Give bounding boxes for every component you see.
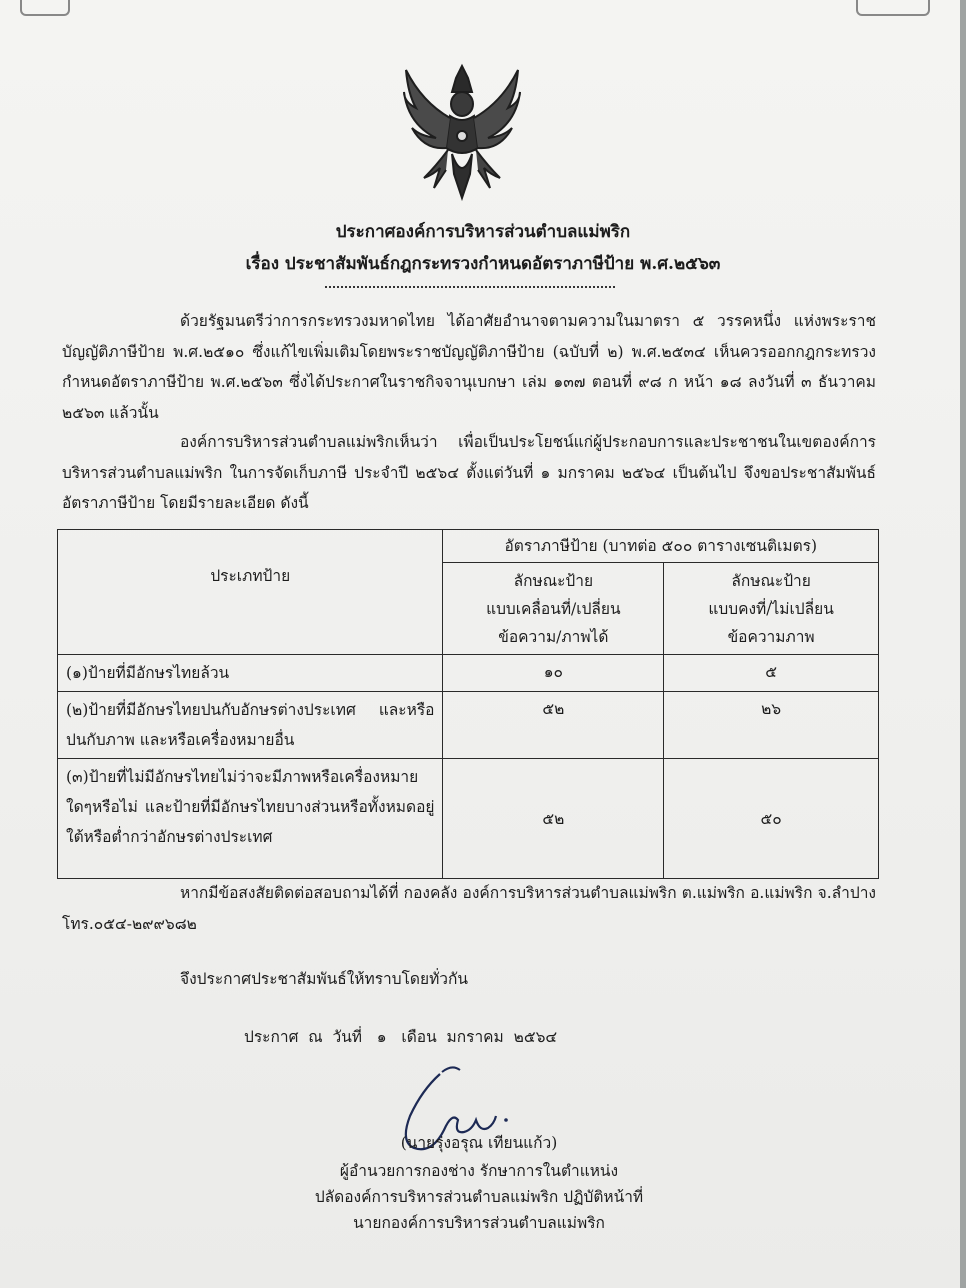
header-movable-line: ข้อความ/ภาพได้ [498,627,609,646]
fixed-rate-cell: ๕๐ [664,759,879,879]
dotted-divider [325,286,615,288]
announcement-date: ประกาศ ณ วันที่ ๑ เดือน มกราคม ๒๕๖๔ [244,1028,558,1046]
document-subject: เรื่อง ประชาสัมพันธ์กฎกระทรวงกำหนดอัตราภาษีป้าย พ.ศ.๒๕๖๓ [245,254,721,274]
garuda-emblem [400,62,524,202]
header-fixed-line: ข้อความภาพ [727,627,815,646]
paragraph-3-text: หากมีข้อสงสัยติดต่อสอบถามได้ที่ กองคลัง องค์การบริหารส่วนตำบลแม่พริก ต.แม่พริก อ.แม่พริก จ.ลำปาง โทร.๐๕๔-๒๙๙๖๘๒ [62,884,876,933]
paper-clip [20,0,70,16]
paragraph-3 [62,878,876,939]
header-fixed [664,563,879,655]
sign-type-cell: (๑)ป้ายที่มีอักษรไทยล้วน [58,655,443,692]
signer-position: นายกองค์การบริหารส่วนตำบลแม่พริก [353,1214,605,1232]
paragraph-2 [62,427,876,519]
header-sign-type: ประเภทป้าย [58,530,443,655]
tax-rate-table [57,529,879,879]
movable-rate-cell: ๕๒ [443,759,664,879]
paper-clip [856,0,930,16]
sign-type-cell: (๓)ป้ายที่ไม่มีอักษรไทยไม่ว่าจะมีภาพหรือเครื่องหมายใดๆหรือไม่ และป้ายที่มีอักษรไทยบางส่วนหรือทั้งหมดอยู่ใต้หรือต่ำกว่าอักษรต่างประเทศ [58,759,443,879]
movable-rate-cell: ๑๐ [443,655,664,692]
header-rate-group: อัตราภาษีป้าย (บาทต่อ ๕๐๐ ตารางเซนติเมตร) [443,530,879,563]
header-fixed-line: ลักษณะป้าย [731,571,811,590]
header-movable-line: ลักษณะป้าย [513,571,594,590]
table-row [58,655,879,692]
header-fixed-line: แบบคงที่/ไม่เปลี่ยน [708,599,834,618]
header-movable [443,563,664,655]
paragraph-2-text: องค์การบริหารส่วนตำบลแม่พริกเห็นว่า เพื่อเป็นประโยชน์แก่ผู้ประกอบการและประชาชนในเขตองค์การบริหารส่วนตำบลแม่พริก ในการจัดเก็บภาษี ประจำปี ๒๕๖๔ ตั้งแต่วันที่ ๑ มกราคม ๒๕๖๔ เป็นต้นไป จึงขอประชาสัมพันธ์อัตราภาษีป้าย โดยมีรายละเอียด ดังนี้ [62,433,876,512]
header-movable-line: แบบเคลื่อนที่/เปลี่ยน [486,599,621,618]
signer-name: (นายรุ่งอรุณ เทียนแก้ว) [400,1134,558,1152]
paragraph-1-text: ด้วยรัฐมนตรีว่าการกระทรวงมหาดไทย ได้อาศัยอำนาจตามความในมาตรา ๕ วรรคหนึ่ง แห่งพระราชบัญญัติภาษีป้าย พ.ศ.๒๕๑๐ ซึ่งแก้ไขเพิ่มเติมโดยพระราชบัญญัติภาษีป้าย (ฉบับที่ ๒) พ.ศ.๒๕๓๔ เห็นควรออกกฎกระทรวงกำหนดอัตราภาษีป้าย พ.ศ.๒๕๖๓ ซึ่งได้ประกาศในราชกิจจานุเบกษา เล่ม ๑๓๗ ตอนที่ ๙๘ ก หน้า ๑๘ ลงวันที่ ๓ ธันวาคม ๒๕๖๓ แล้วนั้น [62,312,876,422]
fixed-rate-cell: ๕ [664,655,879,692]
paragraph-4 [62,964,876,995]
table-row [58,759,879,879]
sign-type-cell: (๒)ป้ายที่มีอักษรไทยปนกับอักษรต่างประเทศ และหรือปนกับภาพ และหรือเครื่องหมายอื่น [58,692,443,759]
fixed-rate-cell: ๒๖ [664,692,879,759]
signer-position: ปลัดองค์การบริหารส่วนตำบลแม่พริก ปฏิบัติหน้าที่ [314,1188,644,1206]
document-title: ประกาศองค์การบริหารส่วนตำบลแม่พริก [335,222,631,242]
movable-rate-cell: ๕๒ [443,692,664,759]
table-row [58,692,879,759]
paragraph-1 [62,306,876,428]
page-edge [960,0,966,1288]
signer-position: ผู้อำนวยการกองช่าง รักษาการในตำแหน่ง [339,1162,619,1180]
paragraph-4-text: จึงประกาศประชาสัมพันธ์ให้ทราบโดยทั่วกัน [180,970,468,988]
